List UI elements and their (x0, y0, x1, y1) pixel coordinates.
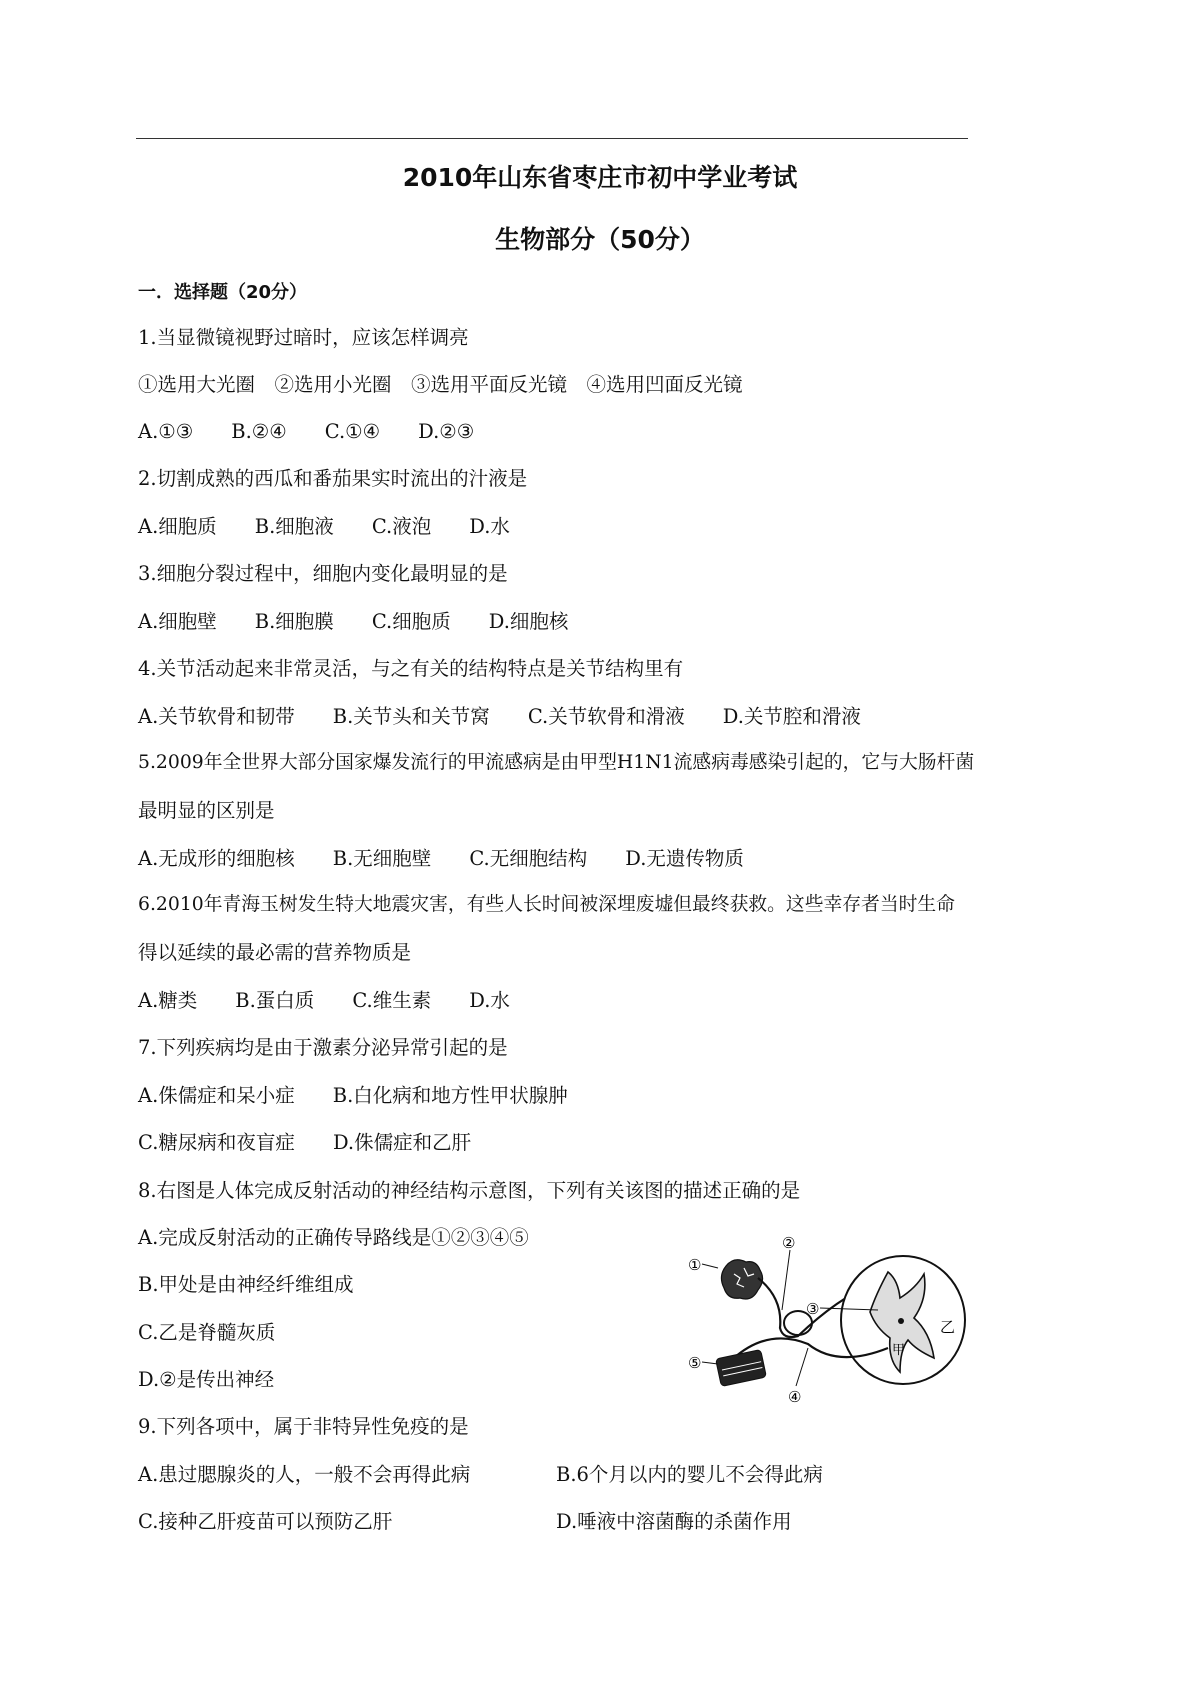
top-rule (136, 138, 968, 139)
question-4-options (138, 707, 861, 727)
question-9-stem: 9.下列各项中，属于非特异性免疫的是 (138, 1415, 469, 1438)
option-c: C.糖尿病和夜盲症 (138, 1131, 295, 1154)
question-1-options (138, 422, 474, 442)
question-6-stem-line1: 6.2010年青海玉树发生特大地震灾害，有些人长时间被深埋废墟但最终获救。这些幸存者当时生命 (138, 894, 955, 915)
option-d: D.细胞核 (488, 610, 569, 633)
option-d: D.无遗传物质 (625, 847, 744, 870)
option-d: D.唾液中溶菌酶的杀菌作用 (556, 1510, 792, 1533)
option-b: B.②④ (231, 420, 287, 443)
option-d: D.②是传出神经 (138, 1368, 275, 1391)
option-b: B.关节头和关节窝 (332, 705, 490, 728)
option-c: C.液泡 (371, 515, 432, 538)
effector-shape (716, 1350, 767, 1387)
option-d: D.水 (469, 515, 510, 538)
question-5-options (138, 849, 744, 869)
option-c: C.维生素 (352, 989, 432, 1012)
option-a: A.糖类 (138, 989, 198, 1012)
option-b: B.无细胞壁 (332, 847, 432, 870)
option-a: A.细胞质 (138, 515, 217, 538)
option-a: A.关节软骨和韧带 (138, 705, 295, 728)
option-b: B.细胞液 (254, 515, 334, 538)
question-9-options-row2 (138, 1512, 1038, 1532)
option-a: A.患过腮腺炎的人，一般不会再得此病 (138, 1463, 471, 1486)
option-b: B.细胞膜 (254, 610, 334, 633)
option-a: A.完成反射活动的正确传导路线是①②③④⑤ (138, 1226, 529, 1249)
option-d: D.②③ (418, 420, 475, 443)
question-2-options (138, 517, 510, 537)
page-title: 2010年山东省枣庄市初中学业考试 (402, 163, 798, 192)
question-5-stem-line1: 5.2009年全世界大部分国家爆发流行的甲流感病是由甲型H1N1流感病毒感染引起的，它与大肠杆菌 (138, 752, 975, 773)
figure-label-3: ③ (806, 1300, 820, 1318)
reflex-arc-diagram (688, 1228, 976, 1428)
option-d: D.侏儒症和乙肝 (332, 1131, 472, 1154)
question-9-options-row1 (138, 1465, 1038, 1485)
option-c: C.乙是脊髓灰质 (138, 1321, 276, 1344)
question-6-options (138, 991, 510, 1011)
question-4-stem: 4.关节活动起来非常灵活，与之有关的结构特点是关节结构里有 (138, 657, 684, 680)
option-c: C.接种乙肝疫苗可以预防乙肝 (138, 1510, 393, 1533)
question-3-options (138, 612, 568, 632)
option-c: C.①④ (324, 420, 381, 443)
figure-label-4: ④ (788, 1388, 802, 1406)
option-b: B.甲处是由神经纤维组成 (138, 1273, 354, 1296)
option-d: D.关节腔和滑液 (722, 705, 861, 728)
question-7-stem: 7.下列疾病均是由于激素分泌异常引起的是 (138, 1036, 508, 1059)
question-8-stem: 8.右图是人体完成反射活动的神经结构示意图，下列有关该图的描述正确的是 (138, 1179, 801, 1202)
question-1-items: ①选用大光圈 ②选用小光圈 ③选用平面反光镜 ④选用凹面反光镜 (138, 373, 743, 396)
page-subtitle: 生物部分（50分） (495, 225, 705, 254)
figure-label-5: ⑤ (688, 1354, 702, 1372)
question-5-stem-line2: 最明显的区别是 (138, 799, 275, 822)
figure-label-jia: 甲 (892, 1343, 906, 1358)
option-c: C.关节软骨和滑液 (527, 705, 685, 728)
figure-label-yi: 乙 (940, 1318, 956, 1336)
option-d: D.水 (469, 989, 510, 1012)
figure-label-1: ① (688, 1256, 702, 1274)
option-a: A.无成形的细胞核 (138, 847, 295, 870)
question-6-stem-line2: 得以延续的最必需的营养物质是 (138, 941, 412, 964)
option-a: A.侏儒症和呆小症 (138, 1084, 295, 1107)
option-b: B.白化病和地方性甲状腺肿 (332, 1084, 568, 1107)
receptor-shape (721, 1260, 762, 1299)
question-3-stem: 3.细胞分裂过程中，细胞内变化最明显的是 (138, 562, 508, 585)
option-c: C.细胞质 (371, 610, 451, 633)
question-7-options-row2 (138, 1133, 471, 1153)
option-c: C.无细胞结构 (469, 847, 588, 870)
question-1-stem: 1.当显微镜视野过暗时，应该怎样调亮 (138, 326, 469, 349)
figure-label-2: ② (782, 1234, 796, 1252)
option-b: B.蛋白质 (235, 989, 315, 1012)
option-b: B.6个月以内的婴儿不会得此病 (556, 1463, 823, 1486)
option-a: A.细胞壁 (138, 610, 217, 633)
question-2-stem: 2.切割成熟的西瓜和番茄果实时流出的汁液是 (138, 467, 528, 490)
question-7-options-row1 (138, 1086, 568, 1106)
option-a: A.①③ (138, 420, 194, 443)
section-heading: 一．选择题（20分） (138, 282, 308, 303)
